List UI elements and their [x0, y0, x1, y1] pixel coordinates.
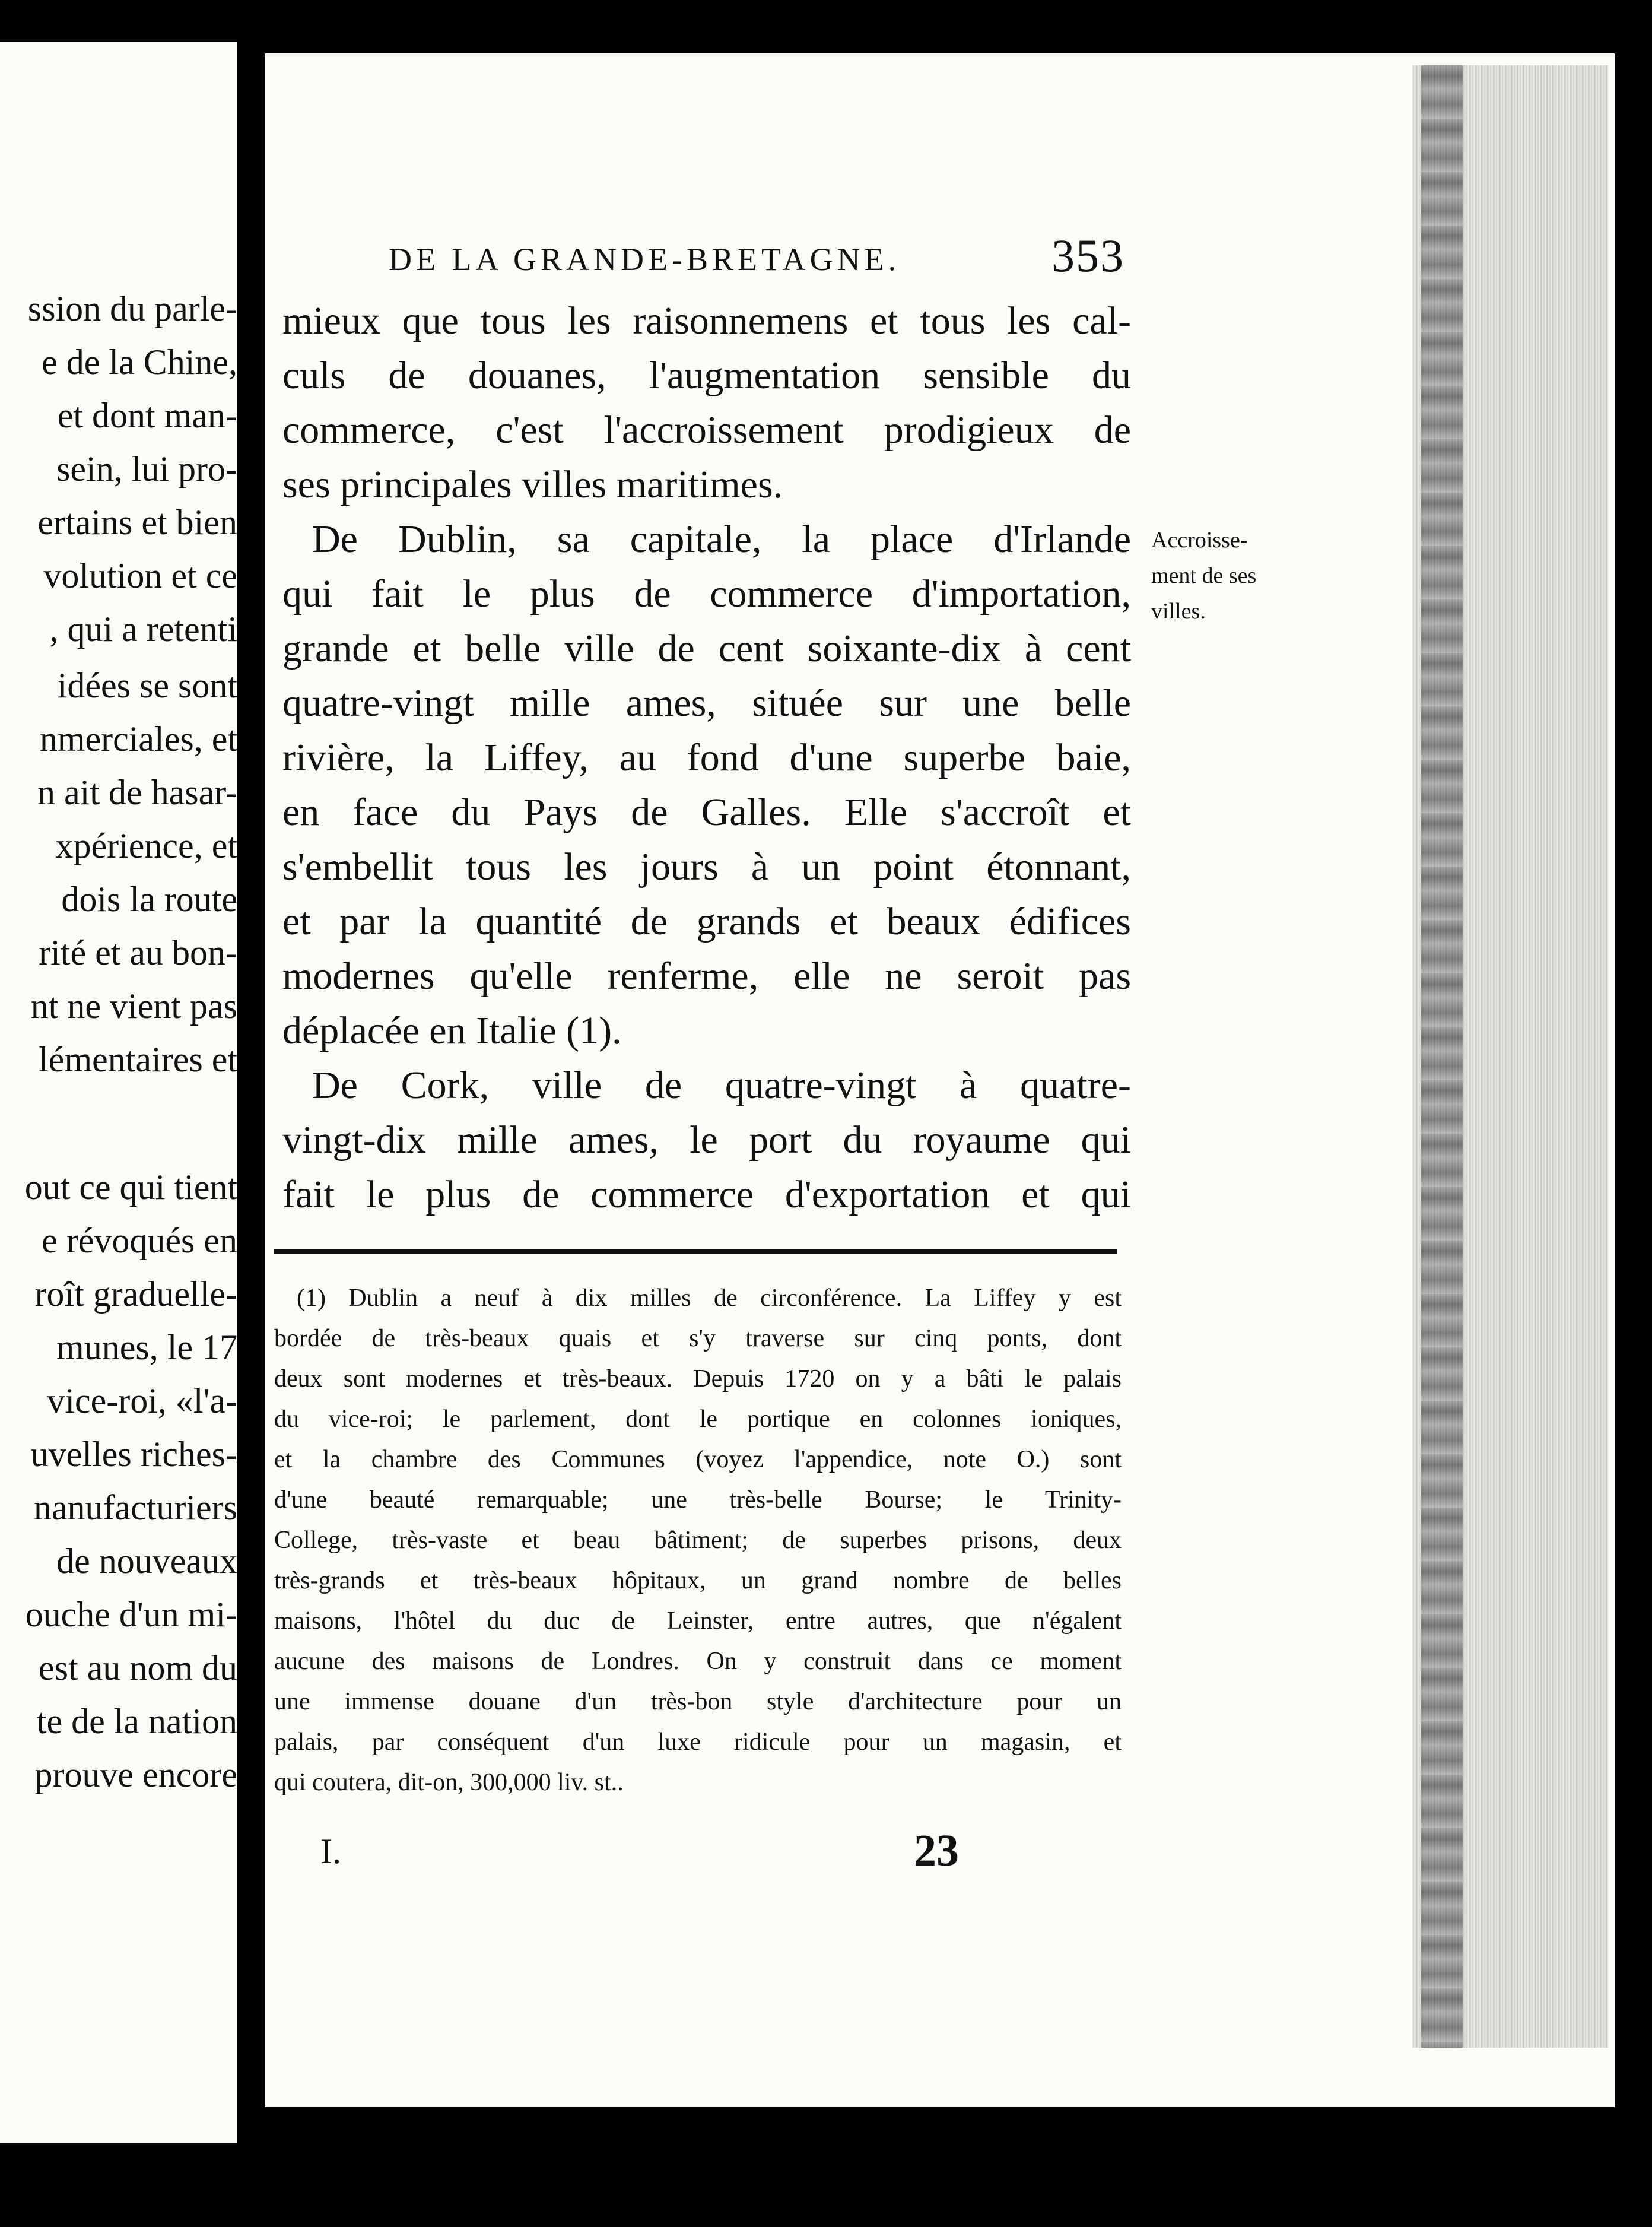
- left-line: nanufacturiers: [33, 1488, 237, 1527]
- left-line: e de la Chine,: [42, 342, 237, 382]
- body-line: fait le plus de commerce d'exportation et qui: [282, 1173, 1131, 1216]
- book-gutter: [237, 0, 267, 2227]
- left-line: et dont man-: [57, 396, 237, 435]
- left-line: vice-roi, «l'a-: [47, 1381, 237, 1420]
- left-line: rité et au bon-: [39, 933, 237, 972]
- left-line: ertains et bien: [37, 503, 237, 542]
- left-line: , qui a retenti: [49, 610, 237, 649]
- footnote-line: du vice-roi; le parlement, dont le portique en colonnes ioniques,: [274, 1406, 1122, 1433]
- left-line: te de la nation: [36, 1702, 237, 1741]
- left-line: xpérience, et: [55, 826, 237, 865]
- left-line: roît graduelle-: [34, 1274, 237, 1314]
- footnote-line: une immense douane d'un très-bon style d'architecture pour un: [274, 1688, 1122, 1715]
- body-line: ses principales villes maritimes.: [282, 463, 783, 506]
- running-head: [389, 229, 1124, 294]
- footnote-line: palais, par conséquent d'un luxe ridicule pour un magasin, et: [274, 1728, 1122, 1756]
- running-title: DE LA GRANDE-BRETAGNE.: [389, 242, 901, 277]
- left-line: out ce qui tient: [24, 1168, 237, 1207]
- left-line: volution et ce: [43, 556, 237, 595]
- footnote-line: (1) Dublin a neuf à dix milles de circonférence. La Liffey y est: [297, 1284, 1122, 1312]
- footnote-line: maisons, l'hôtel du duc de Leinster, entre autres, que n'égalent: [274, 1607, 1122, 1635]
- page-number: 353: [1051, 230, 1124, 281]
- left-line: ouche d'un mi-: [25, 1595, 237, 1634]
- body-line: quatre-vingt mille ames, située sur une belle: [282, 681, 1131, 725]
- left-line: prouve encore: [34, 1755, 237, 1794]
- footnote-line: très-grands et très-beaux hôpitaux, un grand nombre de belles: [274, 1567, 1122, 1594]
- body-line: commerce, c'est l'accroissement prodigieux de: [282, 408, 1131, 452]
- footnote-line: aucune des maisons de Londres. On y construit dans ce moment: [274, 1648, 1122, 1675]
- left-line: n ait de hasar-: [37, 773, 237, 812]
- page-edges-shadow: [1421, 65, 1463, 2048]
- left-page-fragment: [0, 42, 237, 2143]
- left-line: dois la route: [61, 880, 237, 919]
- sheet-number: 23: [914, 1826, 959, 1876]
- body-line: culs de douanes, l'augmentation sensible du: [282, 354, 1131, 397]
- margin-note-line: ment de ses: [1151, 563, 1257, 588]
- body-line: qui fait le plus de commerce d'importation,: [282, 572, 1131, 616]
- footnote-line: qui coutera, dit-on, 300,000 liv. st..: [274, 1769, 624, 1796]
- left-line: munes, le 17: [56, 1328, 237, 1367]
- left-line: idées se sont: [57, 666, 237, 705]
- left-line: est au nom du: [39, 1648, 237, 1687]
- body-line: De Dublin, sa capitale, la place d'Irlande: [312, 518, 1131, 561]
- signature-mark: I.: [320, 1832, 341, 1871]
- left-line: sein, lui pro-: [56, 449, 237, 488]
- left-line: lémentaires et: [39, 1040, 237, 1079]
- footnote-line: d'une beauté remarquable; une très-belle Bourse; le Trinity-: [274, 1486, 1122, 1514]
- left-line: de nouveaux: [56, 1541, 237, 1581]
- body-line: modernes qu'elle renferme, elle ne seroit pas: [282, 954, 1131, 998]
- margin-note-line: Accroisse-: [1151, 528, 1248, 553]
- left-line: uvelles riches-: [30, 1435, 237, 1474]
- footnote-rule: [274, 1249, 1117, 1254]
- body-line: s'embellit tous les jours à un point étonnant,: [282, 845, 1131, 889]
- left-line: e révoqués en: [42, 1221, 237, 1260]
- left-line: nt ne vient pas: [30, 986, 237, 1026]
- body-line: rivière, la Liffey, au fond d'une superbe baie,: [282, 736, 1131, 779]
- footnote-line: deux sont modernes et très-beaux. Depuis 1720 on y a bâti le palais: [274, 1365, 1122, 1392]
- body-line: grande et belle ville de cent soixante-dix à cent: [282, 627, 1131, 670]
- body-line: mieux que tous les raisonnemens et tous les cal-: [282, 299, 1131, 342]
- footnote-line: bordée de très-beaux quais et s'y traverse sur cinq ponts, dont: [274, 1325, 1122, 1352]
- body-line: et par la quantité de grands et beaux édifices: [282, 900, 1131, 943]
- footnote-line: et la chambre des Communes (voyez l'appendice, note O.) sont: [274, 1446, 1122, 1473]
- body-line: vingt-dix mille ames, le port du royaume qui: [282, 1118, 1131, 1162]
- left-line: nmerciales, et: [39, 719, 237, 759]
- footnote-line: College, très-vaste et beau bâtiment; de superbes prisons, deux: [274, 1527, 1122, 1554]
- left-line: ssion du parle-: [27, 289, 237, 328]
- body-line: De Cork, ville de quatre-vingt à quatre-: [312, 1064, 1131, 1107]
- body-line: en face du Pays de Galles. Elle s'accroît et: [282, 791, 1131, 834]
- margin-note-line: villes.: [1151, 599, 1206, 624]
- body-line: déplacée en Italie (1).: [282, 1009, 622, 1052]
